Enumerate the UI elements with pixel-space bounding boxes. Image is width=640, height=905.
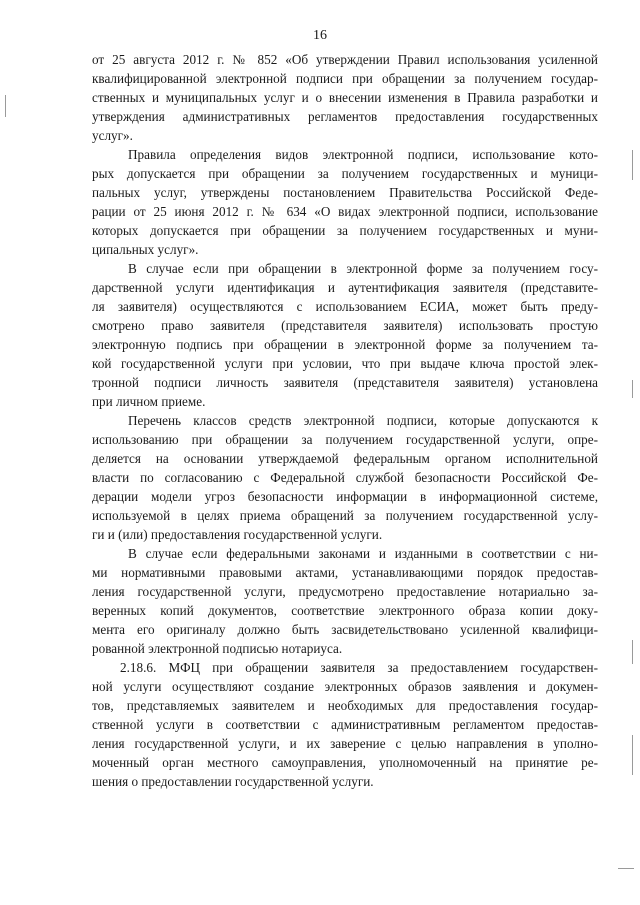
text-line: ги и (или) предоставления государственной услуги. (92, 527, 383, 542)
scan-artifact (632, 735, 633, 775)
scan-artifact (632, 150, 633, 180)
text-line: Перечень классов средств электронной подписи, которые допускаются к (128, 413, 598, 428)
text-line: использованию при обращении за получением государственной услуги, опре- (92, 432, 598, 447)
text-line: электронную подпись при обращении в электронной форме за получением та- (92, 337, 598, 352)
text-line: которых допускается при обращении за получением государственных и муни- (92, 223, 598, 238)
document-body (92, 50, 598, 791)
text-line: ной услуги осуществляют создание электронных образов заявления и докумен- (92, 679, 598, 694)
text-line: власти по согласованию с Федеральной службой безопасности Российской Фе- (92, 470, 598, 485)
text-line: деляется на основании утверждаемой федеральным органом исполнительной (92, 451, 598, 466)
text-line: услуг». (92, 128, 133, 143)
page-number: 16 (313, 28, 327, 43)
text-line: тронной подписи личность заявителя (представителя заявителя) установлена (92, 375, 598, 390)
text-line: ственных и муниципальных услуг и о внесении изменения в Правила разработки и (92, 90, 598, 105)
paragraph-4 (92, 411, 598, 544)
text-line: Правила определения видов электронной подписи, использование кото- (128, 147, 598, 162)
text-line: ления государственной услуги, предусмотрено предоставление нотариально за- (92, 584, 598, 599)
text-line: кой государственной услуги при условии, что при выдаче ключа простой элек- (92, 356, 598, 371)
text-line: рых допускается при обращении за получением государственных и муници- (92, 166, 598, 181)
text-line: дерации модели угроз безопасности информации в информационной системе, (92, 489, 598, 504)
text-line: ципальных услуг». (92, 242, 199, 257)
text-line: дарственной услуги идентификация и аутентификация заявителя (представите- (92, 280, 598, 295)
text-line: смотрено право заявителя (представителя заявителя) использовать простую (92, 318, 598, 333)
text-line: В случае если федеральными законами и изданными в соответствии с ни- (128, 546, 598, 561)
text-line: ми нормативными правовыми актами, устанавливающими порядок предостав- (92, 565, 598, 580)
text-line: пальных услуг, утверждены постановлением Правительства Российской Феде- (92, 185, 598, 200)
text-line: веренных копий документов, соответствие электронного образа копии доку- (92, 603, 598, 618)
paragraph-6 (92, 658, 598, 791)
text-line: ля заявителя) осуществляются с использованием ЕСИА, может быть преду- (92, 299, 598, 314)
paragraph-1 (92, 50, 598, 145)
text-line: утверждения административных регламентов предоставления государственных (92, 109, 598, 124)
text-line: рованной электронной подписью нотариуса. (92, 641, 343, 656)
text-line: моченный орган местного самоуправления, уполномоченный на принятие ре- (92, 755, 598, 770)
text-line: мента его оригиналу должно быть засвидетельствовано усиленной квалифици- (92, 622, 598, 637)
text-line: 2.18.6. МФЦ при обращении заявителя за предоставлением государствен- (120, 660, 598, 675)
text-line: квалифицированной электронной подписи при обращении за получением государ- (92, 71, 598, 86)
paragraph-2 (92, 145, 598, 259)
paragraph-5 (92, 544, 598, 658)
scan-artifact (632, 640, 633, 664)
text-line: при личном приеме. (92, 394, 206, 409)
scan-artifact (632, 380, 633, 398)
text-line: В случае если при обращении в электронной форме за получением госу- (128, 261, 598, 276)
text-line: рации от 25 июня 2012 г. № 634 «О видах электронной подписи, использование (92, 204, 598, 219)
text-line: шения о предоставлении государственной услуги. (92, 774, 374, 789)
text-line: используемой в целях приема обращений за получением государственной услу- (92, 508, 598, 523)
text-line: тов, представляемых заявителем и необходимых для предоставления государ- (92, 698, 598, 713)
scan-artifact (618, 868, 634, 869)
paragraph-3 (92, 259, 598, 411)
text-line: от 25 августа 2012 г. № 852 «Об утверждении Правил использования усиленной (92, 52, 598, 67)
text-line: ственной услуги в соответствии с административным регламентом предостав- (92, 717, 598, 732)
scan-artifact (5, 95, 6, 117)
text-line: ления государственной услуги, и их заверение с целью направления в уполно- (92, 736, 598, 751)
